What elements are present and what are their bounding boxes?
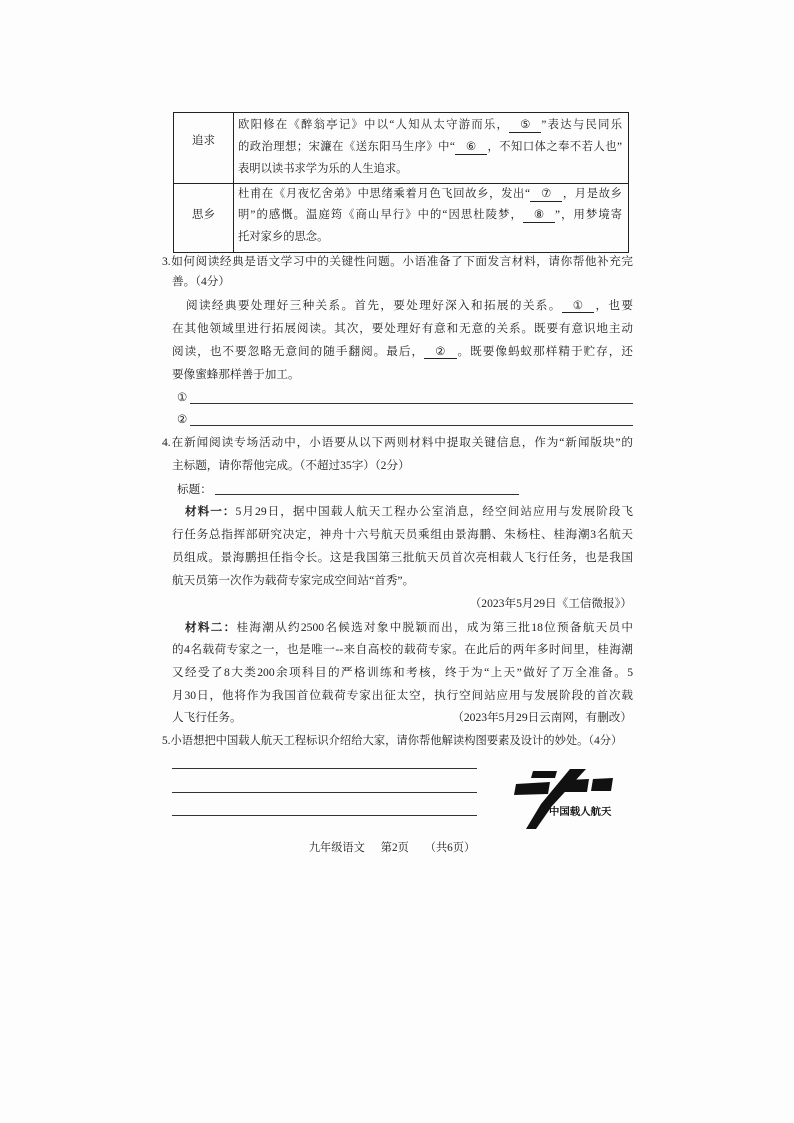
material-2-line [185,618,633,638]
table-line: 托对家乡的思念。 [238,231,329,243]
fill-blank: ⑧ [523,209,555,223]
table-line: 表明以读书求学为乐的人生追求。 [238,163,408,175]
material-2-source: （2023年5月29日云南网，有删改） [452,711,632,724]
question-5-prompt: 5.小语想把中国载人航天工程标识介绍给大家，请你帮他解读构图要素及设计的妙处。（4分） [162,735,623,747]
logo-left-bar [514,782,550,795]
table-line [238,205,622,225]
answer-line-1 [190,403,633,404]
line-text: 阅读经典要处理好三种关系。首先，要处理好深入和拓展的关系。 [186,299,562,312]
answer-line-2 [190,425,633,426]
title-answer-line [215,494,519,495]
question-4-prompt-cont: 主标题，请你帮他完成。（不超过35字）（2分） [172,459,410,472]
material-1-line: 员组成。景海鹏担任指令长。这是我国第三批航天员首次亮相载人飞行任务，也是我国 [172,551,633,564]
line-text: 欧阳修在《醉翁亭记》中以“人知从太守游而乐， [238,119,510,131]
line-text: 的政治理想；宋濂在《送东阳马生序》中“ [238,141,455,153]
logo-top-bar [531,771,557,778]
line-text: ，月是故乡 [562,188,622,200]
material-1-line: 航天员第一次作为载荷专家完成空间站“首秀”。 [172,574,415,587]
material-2-line: 月30日，他将作为我国首位载荷专家出征太空，执行空间站应用与发展阶段的首次载 [172,689,633,702]
line-text: ”，用梦境寄 [555,209,623,221]
line-text: ，也要 [594,299,633,312]
passage-line [186,296,633,316]
table-label-pursuit: 追求 [191,134,216,147]
material-1-line [185,502,633,522]
line-text: 桂海潮从约2500名候选对象中脱颖而出，成为第三批18位预备航天员中 [236,621,633,634]
fill-blank: ⑤ [509,119,541,133]
fill-blank: ② [424,345,456,359]
footer-page-number: 第2页 [380,842,409,854]
line-text: 明”的感慨。温庭筠《商山早行》中的“因思杜陵梦， [238,209,523,221]
material-2-label: 材料二： [185,621,237,634]
logo-text: 中国载人航天 [549,806,612,818]
line-text: ，不知口体之奉不若人也” [487,141,622,153]
line-text: 杜甫在《月夜忆舍弟》中思绪乘着月色飞回故乡，发出“ [238,188,531,200]
line-text: 。既要像蚂蚁那样精于贮存，还 [456,345,633,358]
footer-total-pages: （共6页） [424,842,476,854]
material-1-label: 材料一： [185,505,236,518]
question-3-prompt: 3.如何阅读经典是语文学习中的关键性问题。小语准备了下面发言材料，请你帮他补充完 [162,255,633,268]
q5-answer-line-1 [172,768,477,769]
material-1-source: （2023年5月29日《工信微报》） [469,597,632,610]
line-text: 阅读，也不要忽略无意间的随手翻阅。最后， [172,345,425,358]
passage-line: 在其他领域里进行拓展阅读。其次，要处理好有意和无意的关系。既要有意识地主动 [172,322,633,335]
material-1-line: 行任务总指挥部研究决定，神舟十六号航天员乘组由景海鹏、朱杨柱、桂海潮3名航天 [172,528,633,541]
material-2-line: 又经受了8大类200余项科目的严格训练和考核，终于为“上天”做好了万全准备。5 [172,666,633,679]
q5-answer-line-2 [172,792,477,793]
fill-blank: ⑥ [455,141,487,155]
table-column-divider [233,113,234,252]
material-2-line: 人飞行任务。 [172,711,242,724]
question-3-prompt-cont: 善。（4分） [172,275,230,288]
table-line [238,115,622,135]
q5-answer-line-3 [172,815,477,816]
title-label: 标题： [177,483,212,496]
question-4-prompt: 4.在新闻阅读专场活动中，小语要从以下两则材料中提取关键信息，作为“新闻版块”的 [162,436,633,449]
table-label-homesick: 思乡 [191,208,216,221]
china-manned-space-logo [512,766,616,834]
answer-mark-2: ② [177,413,188,426]
logo-right-bar-1 [564,779,589,792]
material-2-line: 的4名载荷专家之一，也是唯一--来自高校的载荷专家。在此后的两年多时间里，桂海潮 [172,643,633,656]
footer-subject: 九年级语文 [308,842,365,854]
poetry-fill-table [173,112,629,253]
page-footer [300,838,484,858]
fill-blank: ① [562,299,594,313]
line-text: 5月29日，据中国载人航天工程办公室消息，经空间站应用与发展阶段飞 [235,505,633,518]
table-line [238,184,622,204]
logo-right-bar-2 [591,778,613,791]
line-text: ”表达与民同乐 [541,119,622,131]
fill-blank: ⑦ [530,188,562,202]
table-line [238,137,622,157]
passage-line [172,342,633,362]
passage-line: 要像蜜蜂那样善于加工。 [172,368,300,381]
answer-mark-1: ① [177,391,188,404]
